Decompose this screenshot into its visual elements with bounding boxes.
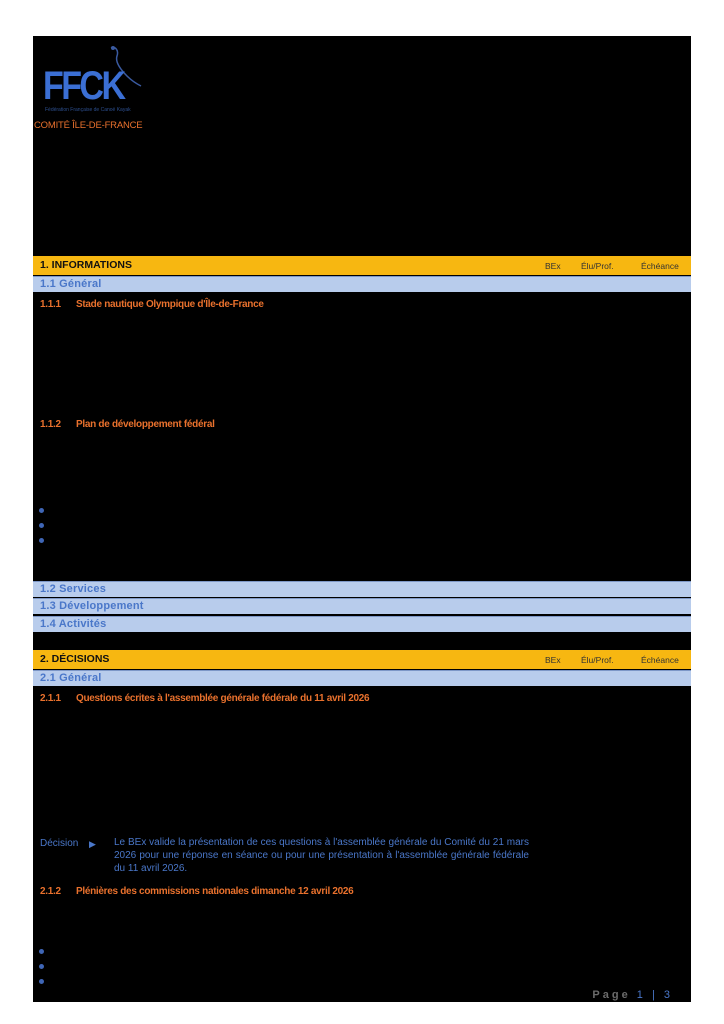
item-2-1-1 (40, 693, 369, 704)
section-title: 2. DÉCISIONS (40, 653, 110, 665)
col-echeance: Échéance (641, 655, 679, 665)
subsection-activites (33, 616, 691, 632)
subsection-title: 1.4 Activités (40, 618, 107, 630)
item-2-1-2 (40, 886, 353, 897)
page-number: 1 (636, 989, 646, 1001)
section-decisions-header (33, 650, 691, 669)
col-elu: Élu/Prof. (581, 261, 614, 271)
item-number: 1.1.2 (40, 419, 61, 430)
committee-name: COMITÉ ÎLE-DE-FRANCE (34, 120, 143, 131)
bullet-icon (39, 538, 44, 543)
document-page (33, 36, 691, 1002)
subsection-developpement (33, 598, 691, 614)
col-elu: Élu/Prof. (581, 655, 614, 665)
col-bex: BEx (545, 261, 561, 271)
subsection-title: 1.2 Services (40, 583, 107, 595)
item-title: Questions écrites à l'assemblée générale fédérale du 11 avril 2026 (76, 693, 370, 704)
section-title: 1. INFORMATIONS (40, 259, 132, 271)
decision-label: Décision (40, 838, 79, 849)
subsection-general-1 (33, 276, 691, 292)
page-label: Page (592, 989, 631, 1001)
logo-wordmark: FFCK (43, 64, 124, 108)
col-bex: BEx (545, 655, 561, 665)
subsection-services (33, 581, 691, 597)
page-total: 3 (663, 989, 673, 1001)
item-title: Stade nautique Olympique d'Île-de-France (76, 299, 264, 310)
item-number: 2.1.1 (40, 693, 61, 704)
subsection-title: 2.1 Général (40, 672, 102, 684)
logo-tagline: Fédération Française de Canoë Kayak (45, 107, 131, 113)
item-title: Plan de développement fédéral (76, 419, 215, 430)
arrow-right-icon: ▶ (89, 839, 96, 849)
section-informations-header (33, 256, 691, 275)
item-title: Plénières des commissions nationales dimanche 12 avril 2026 (76, 886, 354, 897)
bullet-icon (39, 508, 44, 513)
ffck-logo (41, 44, 151, 114)
page-footer (592, 989, 673, 1001)
bullet-icon (39, 979, 44, 984)
item-number: 2.1.2 (40, 886, 61, 897)
subsection-general-2 (33, 670, 691, 686)
decision-text: Le BEx valide la présentation de ces questions à l'assemblée générale du Comité du 21 mars 2026 pour une réponse en séance ou pour une présentation à l'assemblée générale fédérale du 11 avril 2026. (114, 837, 529, 874)
subsection-title: 1.1 Général (40, 278, 102, 290)
page-separator: | (651, 989, 658, 1001)
item-1-1-2 (40, 419, 215, 430)
col-echeance: Échéance (641, 261, 679, 271)
bullet-icon (39, 949, 44, 954)
item-number: 1.1.1 (40, 299, 61, 310)
bullet-icon (39, 523, 44, 528)
bullet-icon (39, 964, 44, 969)
subsection-title: 1.3 Développement (40, 600, 144, 612)
item-1-1-1 (40, 299, 264, 310)
